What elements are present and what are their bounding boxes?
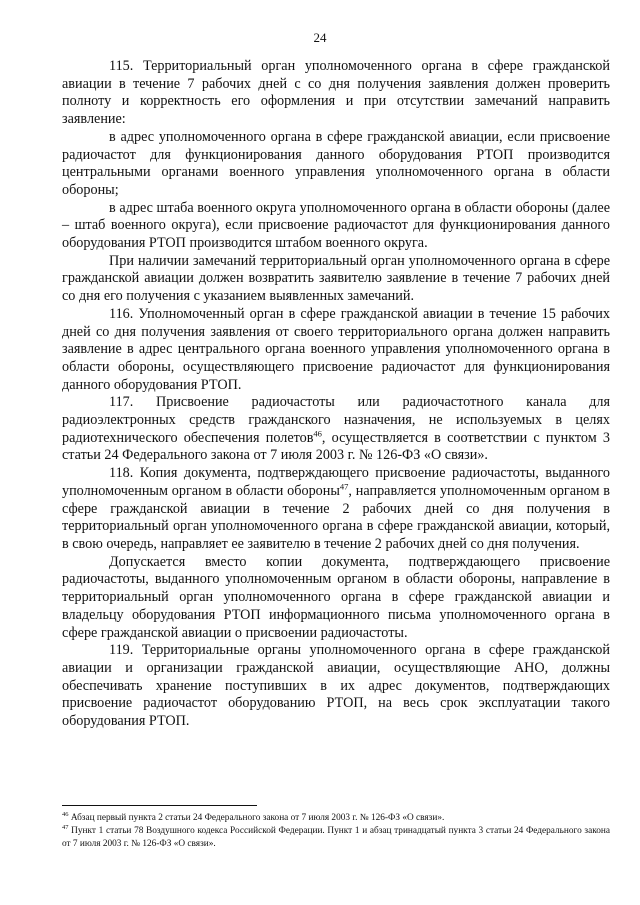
document-body [62,58,610,731]
paragraph-117-text-cont: , осуществляется в соответствии с пунктом 3 статьи 24 Федерального закона от 7 июля 2003 г. № 126-ФЗ «О связи». [62,429,610,464]
footnote-divider [62,805,257,806]
footnote-46 [62,812,610,825]
paragraph-116: 116. Уполномоченный орган в сфере гражданской авиации в течение 15 рабочих дней со дня получения заявления от своего территориального органа должен направить заявление в адрес центрального органа военного управления уполномоченного органа в области обороны, осуществляющего присвоение радиочастот для функционирования данного оборудования РТОП. [62,305,610,393]
paragraph-115-remarks: При наличии замечаний территориальный орган уполномоченного органа в сфере гражданской авиации должен возвратить заявителю заявление в течение 7 рабочих дней со дня его получения с указанием выявленных замечаний. [62,252,610,305]
footnotes [62,812,610,851]
footnote-47 [62,825,610,851]
paragraph-115: 115. Территориальный орган уполномоченного органа в сфере гражданской авиации в течение 7 рабочих дней с со дня получения заявления должен проверить полноту и корректность его оформления и при отсутствии замечаний направить заявление: [62,58,610,128]
page-number: 24 [313,30,327,45]
paragraph-117-text: 117. Присвоение радиочастоты или радиочастотного канала для радиоэлектронных средств гражданского назначения, не используемых в целях радиотехнического обеспечения полетов [62,394,610,446]
paragraph-119: 119. Территориальные органы уполномоченного органа в сфере гражданской авиации и организации гражданской авиации, осуществляющие АНО, должны обеспечивать хранение поступивших в их адрес документов, подтверждающих присвоение радиочастот оборудованию РТОП, на весь срок эксплуатации такого оборудования РТОП. [62,642,610,730]
footnote-46-number: 46 [62,810,69,818]
paragraph-118 [62,465,610,554]
paragraph-115-central-military: в адрес уполномоченного органа в сфере гражданской авиации, если присвоение радиочастот для функционирования данного оборудования РТОП производится центральными органами военного управления уполномоченного органа в области обороны; [62,128,610,198]
footnote-ref-47[interactable]: 47 [339,481,349,492]
footnote-ref-46[interactable]: 46 [313,428,322,439]
footnote-47-number: 47 [62,823,69,831]
footnote-47-text: Пункт 1 статьи 78 Воздушного кодекса Российской Федерации. Пункт 1 и абзац тринадцатый пункта 3 статьи 24 Федерального закона от 7 июля 2003 г. № 126-ФЗ «О связи». [62,826,610,849]
paragraph-115-military-district: в адрес штаба военного округа уполномоченного органа в области обороны (далее – штаб военного округа), если присвоение радиочастот для функционирования данного оборудования РТОП производится штабом военного округа. [62,199,610,252]
paragraph-117 [62,394,610,465]
paragraph-118-text: 118. Копия документа, подтверждающего присвоение радиочастоты, выданного уполномоченным органом в области обороны [62,465,610,499]
footnote-46-text: Абзац первый пункта 2 статьи 24 Федерального закона от 7 июля 2003 г. № 126-ФЗ «О связи». [68,813,445,823]
paragraph-118-alternative: Допускается вместо копии документа, подтверждающего присвоение радиочастоты, выданного уполномоченным органом в области обороны, направление в территориальный орган уполномоченного органа в сфере гражданской авиации и владельцу оборудования РТОП информационного письма уполномоченного органа в сфере гражданской авиации о присвоении радиочастоты. [62,553,610,641]
paragraph-118-text-cont: , направляется уполномоченным органом в сфере гражданской авиации в течение 2 рабочих дней со дня получения в территориальный орган уполномоченного органа в сфере гражданской авиации, который, в свою очередь, направляет ее заявителю в течение 2 рабочих дней со дня получения. [62,482,610,552]
